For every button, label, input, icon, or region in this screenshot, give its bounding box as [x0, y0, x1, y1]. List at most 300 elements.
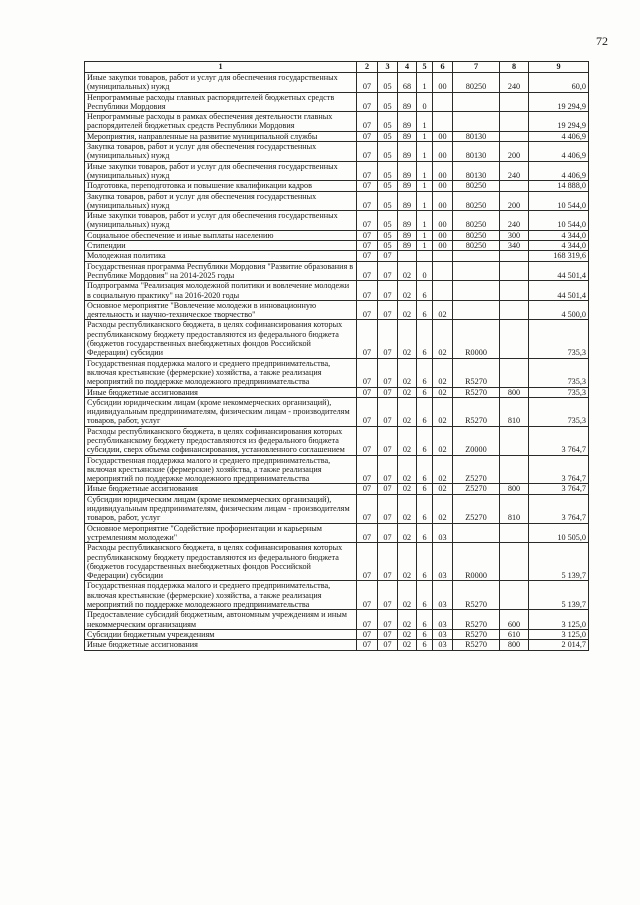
row-name-cell: Основное мероприятие "Вовлечение молодежи в инновационную деятельность и научно-техническое творчество": [85, 300, 357, 320]
table-row: [85, 629, 589, 639]
program-code-cell: 89: [398, 230, 417, 240]
program-code-cell: 02: [398, 387, 417, 397]
section-code-cell: 07: [357, 73, 378, 93]
section-code-cell: 07: [357, 112, 378, 132]
section-code-cell: 07: [357, 261, 378, 281]
event-code-cell: 03: [433, 543, 453, 581]
subprogram-code-cell: 6: [417, 640, 433, 650]
row-name-cell: Государственная поддержка малого и среднего предпринимательства, включая крестьянские (фермерские) хозяйства, а также реализация мероприятий по поддержке молодежного предпринимательства: [85, 455, 357, 484]
subsection-code-cell: 07: [378, 494, 398, 523]
table-row: [85, 387, 589, 397]
expense-direction-code-cell: R0000: [453, 320, 500, 358]
subsection-code-cell: 07: [378, 581, 398, 610]
expense-direction-code-cell: R5270: [453, 387, 500, 397]
row-name-cell: Непрограммные расходы главных распорядителей бюджетных средств Республики Мордовия: [85, 92, 357, 112]
event-code-cell: 00: [433, 161, 453, 181]
event-code-cell: 02: [433, 455, 453, 484]
expense-direction-code-cell: [453, 251, 500, 261]
table-row: [85, 455, 589, 484]
expense-type-code-cell: [500, 320, 529, 358]
expense-direction-code-cell: [453, 300, 500, 320]
table-row: [85, 543, 589, 581]
expense-type-code-cell: [500, 543, 529, 581]
program-code-cell: 89: [398, 181, 417, 191]
table-row: [85, 142, 589, 162]
row-name-cell: Иные бюджетные ассигнования: [85, 387, 357, 397]
table-row: [85, 281, 589, 301]
row-name-cell: Закупка товаров, работ и услуг для обеспечения государственных (муниципальных) нужд: [85, 191, 357, 211]
table-row: [85, 211, 589, 231]
subsection-code-cell: 07: [378, 281, 398, 301]
program-code-cell: 02: [398, 281, 417, 301]
page-number: 72: [596, 34, 608, 48]
section-code-cell: 07: [357, 358, 378, 387]
event-code-cell: 03: [433, 610, 453, 630]
section-code-cell: 07: [357, 92, 378, 112]
table-row: [85, 191, 589, 211]
row-name-cell: Социальное обеспечение и иные выплаты населению: [85, 230, 357, 240]
expense-direction-code-cell: 80250: [453, 211, 500, 231]
expense-direction-code-cell: [453, 281, 500, 301]
event-code-cell: 03: [433, 640, 453, 650]
subprogram-code-cell: 6: [417, 426, 433, 455]
row-name-cell: Субсидии юридическим лицам (кроме некоммерческих организаций), индивидуальным предпринимателям, физическим лицам - производителям товаров, работ, услуг: [85, 494, 357, 523]
row-name-cell: Подпрограмма "Реализация молодежной политики и вовлечение молодежи в социальную практику" на 2016-2020 годы: [85, 281, 357, 301]
section-code-cell: 07: [357, 581, 378, 610]
event-code-cell: 02: [433, 358, 453, 387]
program-code-cell: 89: [398, 142, 417, 162]
expense-type-code-cell: [500, 181, 529, 191]
column-header-2: 2: [357, 62, 378, 73]
amount-cell: 10 505,0: [529, 523, 589, 543]
amount-cell: 14 888,0: [529, 181, 589, 191]
expense-type-code-cell: 600: [500, 610, 529, 630]
expense-direction-code-cell: 80250: [453, 181, 500, 191]
amount-cell: 44 501,4: [529, 261, 589, 281]
table-row: [85, 261, 589, 281]
row-name-cell: Субсидии юридическим лицам (кроме некоммерческих организаций), индивидуальным предпринимателям, физическим лицам - производителям товаров, работ, услуг: [85, 397, 357, 426]
expense-direction-code-cell: R5270: [453, 610, 500, 630]
program-code-cell: 02: [398, 523, 417, 543]
column-header-1: 1: [85, 62, 357, 73]
expense-type-code-cell: [500, 300, 529, 320]
amount-cell: 735,3: [529, 397, 589, 426]
section-code-cell: 07: [357, 211, 378, 231]
subprogram-code-cell: 6: [417, 387, 433, 397]
amount-cell: 4 406,9: [529, 131, 589, 141]
expense-direction-code-cell: 80130: [453, 161, 500, 181]
section-code-cell: 07: [357, 131, 378, 141]
budget-table: [84, 61, 589, 651]
amount-cell: 60,0: [529, 73, 589, 93]
subsection-code-cell: 05: [378, 112, 398, 132]
section-code-cell: 07: [357, 161, 378, 181]
event-code-cell: [433, 112, 453, 132]
program-code-cell: 02: [398, 610, 417, 630]
subsection-code-cell: 07: [378, 387, 398, 397]
event-code-cell: [433, 251, 453, 261]
column-header-7: 7: [453, 62, 500, 73]
row-name-cell: Расходы республиканского бюджета, в целях софинансирования которых республиканскому бюджету предоставляются из федерального бюджета (бюджетов государственных внебюджетных фондов Российской Федерации) субсидии: [85, 320, 357, 358]
expense-type-code-cell: 810: [500, 494, 529, 523]
event-code-cell: 00: [433, 73, 453, 93]
expense-direction-code-cell: 80250: [453, 230, 500, 240]
section-code-cell: 07: [357, 397, 378, 426]
program-code-cell: 89: [398, 92, 417, 112]
subprogram-code-cell: 1: [417, 73, 433, 93]
amount-cell: 168 319,6: [529, 251, 589, 261]
subprogram-code-cell: 6: [417, 455, 433, 484]
table-row: [85, 230, 589, 240]
table-row: [85, 92, 589, 112]
subsection-code-cell: 07: [378, 320, 398, 358]
event-code-cell: 02: [433, 387, 453, 397]
subprogram-code-cell: 6: [417, 281, 433, 301]
row-name-cell: Закупка товаров, работ и услуг для обеспечения государственных (муниципальных) нужд: [85, 142, 357, 162]
expense-direction-code-cell: [453, 261, 500, 281]
table-row: [85, 523, 589, 543]
section-code-cell: 07: [357, 543, 378, 581]
expense-type-code-cell: [500, 251, 529, 261]
table-row: [85, 426, 589, 455]
amount-cell: 3 125,0: [529, 629, 589, 639]
subprogram-code-cell: 6: [417, 523, 433, 543]
expense-direction-code-cell: [453, 112, 500, 132]
amount-cell: 10 544,0: [529, 211, 589, 231]
expense-type-code-cell: [500, 281, 529, 301]
amount-cell: 4 344,0: [529, 230, 589, 240]
program-code-cell: [398, 251, 417, 261]
subsection-code-cell: 07: [378, 251, 398, 261]
amount-cell: 3 125,0: [529, 610, 589, 630]
subprogram-code-cell: 6: [417, 543, 433, 581]
expense-type-code-cell: 200: [500, 142, 529, 162]
event-code-cell: 03: [433, 629, 453, 639]
subprogram-code-cell: 0: [417, 261, 433, 281]
program-code-cell: 89: [398, 112, 417, 132]
expense-direction-code-cell: R5270: [453, 629, 500, 639]
expense-type-code-cell: 800: [500, 387, 529, 397]
expense-type-code-cell: 240: [500, 161, 529, 181]
event-code-cell: 02: [433, 484, 453, 494]
column-header-5: 5: [417, 62, 433, 73]
table-header-row: [85, 62, 589, 73]
section-code-cell: 07: [357, 629, 378, 639]
row-name-cell: Стипендии: [85, 241, 357, 251]
program-code-cell: 02: [398, 358, 417, 387]
expense-type-code-cell: [500, 92, 529, 112]
table-row: [85, 320, 589, 358]
table-row: [85, 581, 589, 610]
program-code-cell: 02: [398, 397, 417, 426]
subprogram-code-cell: 6: [417, 494, 433, 523]
subprogram-code-cell: 1: [417, 131, 433, 141]
section-code-cell: 07: [357, 426, 378, 455]
table-row: [85, 241, 589, 251]
amount-cell: 5 139,7: [529, 543, 589, 581]
subsection-code-cell: 05: [378, 241, 398, 251]
event-code-cell: 00: [433, 230, 453, 240]
amount-cell: 44 501,4: [529, 281, 589, 301]
expense-direction-code-cell: Z0000: [453, 426, 500, 455]
subprogram-code-cell: 6: [417, 610, 433, 630]
amount-cell: 735,3: [529, 387, 589, 397]
row-name-cell: Подготовка, переподготовка и повышение квалификации кадров: [85, 181, 357, 191]
row-name-cell: Мероприятия, направленные на развитие муниципальной службы: [85, 131, 357, 141]
program-code-cell: 02: [398, 320, 417, 358]
expense-type-code-cell: 610: [500, 629, 529, 639]
expense-type-code-cell: [500, 131, 529, 141]
amount-cell: 19 294,9: [529, 92, 589, 112]
expense-type-code-cell: 800: [500, 484, 529, 494]
subprogram-code-cell: 1: [417, 142, 433, 162]
table-row: [85, 358, 589, 387]
amount-cell: 3 764,7: [529, 455, 589, 484]
expense-direction-code-cell: R5270: [453, 581, 500, 610]
amount-cell: 2 014,7: [529, 640, 589, 650]
expense-type-code-cell: [500, 581, 529, 610]
subsection-code-cell: 05: [378, 131, 398, 141]
expense-direction-code-cell: Z5270: [453, 455, 500, 484]
event-code-cell: 02: [433, 426, 453, 455]
row-name-cell: Основное мероприятие "Содействие профориентации и карьерным устремлениям молодежи": [85, 523, 357, 543]
amount-cell: 735,3: [529, 358, 589, 387]
amount-cell: 735,3: [529, 320, 589, 358]
event-code-cell: 00: [433, 191, 453, 211]
column-header-6: 6: [433, 62, 453, 73]
table-body: [85, 73, 589, 651]
subsection-code-cell: 07: [378, 610, 398, 630]
program-code-cell: 02: [398, 426, 417, 455]
event-code-cell: 03: [433, 581, 453, 610]
event-code-cell: [433, 281, 453, 301]
row-name-cell: Иные бюджетные ассигнования: [85, 484, 357, 494]
program-code-cell: 89: [398, 191, 417, 211]
subsection-code-cell: 05: [378, 191, 398, 211]
expense-type-code-cell: [500, 112, 529, 132]
program-code-cell: 02: [398, 629, 417, 639]
expense-type-code-cell: 340: [500, 241, 529, 251]
expense-type-code-cell: [500, 261, 529, 281]
table-row: [85, 494, 589, 523]
expense-direction-code-cell: 80130: [453, 131, 500, 141]
section-code-cell: 07: [357, 494, 378, 523]
section-code-cell: 07: [357, 484, 378, 494]
program-code-cell: 89: [398, 131, 417, 141]
amount-cell: 3 764,7: [529, 484, 589, 494]
amount-cell: 19 294,9: [529, 112, 589, 132]
expense-type-code-cell: 240: [500, 73, 529, 93]
section-code-cell: 07: [357, 610, 378, 630]
row-name-cell: Субсидии бюджетным учреждениям: [85, 629, 357, 639]
section-code-cell: 07: [357, 251, 378, 261]
row-name-cell: Расходы республиканского бюджета, в целях софинансирования которых республиканскому бюджету предоставляются из федерального бюджета (бюджетов государственных внебюджетных фондов Российской Федерации) субсидии: [85, 543, 357, 581]
program-code-cell: 02: [398, 455, 417, 484]
section-code-cell: 07: [357, 523, 378, 543]
amount-cell: 4 344,0: [529, 241, 589, 251]
section-code-cell: 07: [357, 181, 378, 191]
subprogram-code-cell: 6: [417, 320, 433, 358]
expense-direction-code-cell: Z5270: [453, 484, 500, 494]
subsection-code-cell: 05: [378, 230, 398, 240]
event-code-cell: 02: [433, 494, 453, 523]
subsection-code-cell: 07: [378, 523, 398, 543]
table-row: [85, 251, 589, 261]
row-name-cell: Молодежная политика: [85, 251, 357, 261]
amount-cell: 3 764,7: [529, 494, 589, 523]
amount-cell: 4 406,9: [529, 161, 589, 181]
subsection-code-cell: 07: [378, 261, 398, 281]
table-row: [85, 131, 589, 141]
expense-direction-code-cell: 80250: [453, 73, 500, 93]
expense-type-code-cell: 200: [500, 191, 529, 211]
event-code-cell: 03: [433, 523, 453, 543]
table-row: [85, 112, 589, 132]
row-name-cell: Предоставление субсидий бюджетным, автономным учреждениям и иным некоммерческим организациям: [85, 610, 357, 630]
row-name-cell: Иные закупки товаров, работ и услуг для обеспечения государственных (муниципальных) нужд: [85, 161, 357, 181]
section-code-cell: 07: [357, 455, 378, 484]
expense-direction-code-cell: 80250: [453, 191, 500, 211]
subprogram-code-cell: 6: [417, 629, 433, 639]
subsection-code-cell: 05: [378, 73, 398, 93]
subsection-code-cell: 07: [378, 397, 398, 426]
expense-direction-code-cell: Z5270: [453, 494, 500, 523]
section-code-cell: 07: [357, 191, 378, 211]
subsection-code-cell: 05: [378, 92, 398, 112]
row-name-cell: Государственная поддержка малого и среднего предпринимательства, включая крестьянские (фермерские) хозяйства, а также реализация мероприятий по поддержке молодежного предпринимательства: [85, 581, 357, 610]
table-row: [85, 640, 589, 650]
program-code-cell: 02: [398, 261, 417, 281]
amount-cell: 4 406,9: [529, 142, 589, 162]
subprogram-code-cell: 1: [417, 191, 433, 211]
amount-cell: 10 544,0: [529, 191, 589, 211]
expense-direction-code-cell: [453, 523, 500, 543]
program-code-cell: 02: [398, 581, 417, 610]
section-code-cell: 07: [357, 142, 378, 162]
subprogram-code-cell: 1: [417, 211, 433, 231]
program-code-cell: 02: [398, 494, 417, 523]
row-name-cell: Иные закупки товаров, работ и услуг для обеспечения государственных (муниципальных) нужд: [85, 73, 357, 93]
amount-cell: 3 764,7: [529, 426, 589, 455]
expense-direction-code-cell: R0000: [453, 543, 500, 581]
subsection-code-cell: 07: [378, 640, 398, 650]
event-code-cell: 02: [433, 300, 453, 320]
expense-direction-code-cell: R5270: [453, 640, 500, 650]
table-row: [85, 610, 589, 630]
subsection-code-cell: 07: [378, 484, 398, 494]
subprogram-code-cell: 1: [417, 241, 433, 251]
subsection-code-cell: 05: [378, 161, 398, 181]
subprogram-code-cell: [417, 251, 433, 261]
program-code-cell: 68: [398, 73, 417, 93]
program-code-cell: 89: [398, 241, 417, 251]
amount-cell: 4 500,0: [529, 300, 589, 320]
subsection-code-cell: 07: [378, 426, 398, 455]
expense-direction-code-cell: R5270: [453, 397, 500, 426]
subprogram-code-cell: 6: [417, 300, 433, 320]
subsection-code-cell: 07: [378, 455, 398, 484]
expense-type-code-cell: 240: [500, 211, 529, 231]
subprogram-code-cell: 6: [417, 358, 433, 387]
event-code-cell: 02: [433, 397, 453, 426]
program-code-cell: 02: [398, 484, 417, 494]
table-row: [85, 181, 589, 191]
expense-direction-code-cell: R5270: [453, 358, 500, 387]
subprogram-code-cell: 6: [417, 581, 433, 610]
event-code-cell: 00: [433, 241, 453, 251]
expense-type-code-cell: [500, 358, 529, 387]
column-header-4: 4: [398, 62, 417, 73]
column-header-9: 9: [529, 62, 589, 73]
expense-direction-code-cell: 80250: [453, 241, 500, 251]
subprogram-code-cell: 6: [417, 397, 433, 426]
subsection-code-cell: 07: [378, 543, 398, 581]
table-row: [85, 397, 589, 426]
subprogram-code-cell: 1: [417, 230, 433, 240]
column-header-8: 8: [500, 62, 529, 73]
expense-direction-code-cell: 80130: [453, 142, 500, 162]
row-name-cell: Непрограммные расходы в рамках обеспечения деятельности главных распорядителей бюджетных средств Республики Мордовия: [85, 112, 357, 132]
subsection-code-cell: 07: [378, 629, 398, 639]
section-code-cell: 07: [357, 640, 378, 650]
event-code-cell: 00: [433, 211, 453, 231]
subsection-code-cell: 07: [378, 300, 398, 320]
program-code-cell: 02: [398, 640, 417, 650]
expense-type-code-cell: [500, 523, 529, 543]
table-row: [85, 300, 589, 320]
event-code-cell: 00: [433, 131, 453, 141]
expense-type-code-cell: 300: [500, 230, 529, 240]
subprogram-code-cell: 1: [417, 181, 433, 191]
section-code-cell: 07: [357, 281, 378, 301]
subsection-code-cell: 05: [378, 142, 398, 162]
subsection-code-cell: 05: [378, 211, 398, 231]
row-name-cell: Иные закупки товаров, работ и услуг для обеспечения государственных (муниципальных) нужд: [85, 211, 357, 231]
row-name-cell: Государственная программа Республики Мордовия "Развитие образования в Республике Мордовия" на 2014-2025 годы: [85, 261, 357, 281]
subprogram-code-cell: 6: [417, 484, 433, 494]
subsection-code-cell: 05: [378, 181, 398, 191]
row-name-cell: Государственная поддержка малого и среднего предпринимательства, включая крестьянские (фермерские) хозяйства, а также реализация мероприятий по поддержке молодежного предпринимательства: [85, 358, 357, 387]
program-code-cell: 02: [398, 300, 417, 320]
section-code-cell: 07: [357, 387, 378, 397]
event-code-cell: 00: [433, 181, 453, 191]
row-name-cell: Расходы республиканского бюджета, в целях софинансирования которых республиканскому бюджету предоставляются из федерального бюджета субсидии, сверх объема софинансирования, установленного соглашением: [85, 426, 357, 455]
amount-cell: 5 139,7: [529, 581, 589, 610]
program-code-cell: 89: [398, 161, 417, 181]
program-code-cell: 89: [398, 211, 417, 231]
subprogram-code-cell: 1: [417, 112, 433, 132]
subprogram-code-cell: 0: [417, 92, 433, 112]
event-code-cell: 02: [433, 320, 453, 358]
event-code-cell: [433, 261, 453, 281]
table-row: [85, 161, 589, 181]
section-code-cell: 07: [357, 241, 378, 251]
table-row: [85, 73, 589, 93]
expense-type-code-cell: 810: [500, 397, 529, 426]
section-code-cell: 07: [357, 300, 378, 320]
row-name-cell: Иные бюджетные ассигнования: [85, 640, 357, 650]
table-row: [85, 484, 589, 494]
subprogram-code-cell: 1: [417, 161, 433, 181]
expense-type-code-cell: [500, 426, 529, 455]
section-code-cell: 07: [357, 320, 378, 358]
expense-direction-code-cell: [453, 92, 500, 112]
column-header-3: 3: [378, 62, 398, 73]
section-code-cell: 07: [357, 230, 378, 240]
expense-type-code-cell: 800: [500, 640, 529, 650]
subsection-code-cell: 07: [378, 358, 398, 387]
program-code-cell: 02: [398, 543, 417, 581]
